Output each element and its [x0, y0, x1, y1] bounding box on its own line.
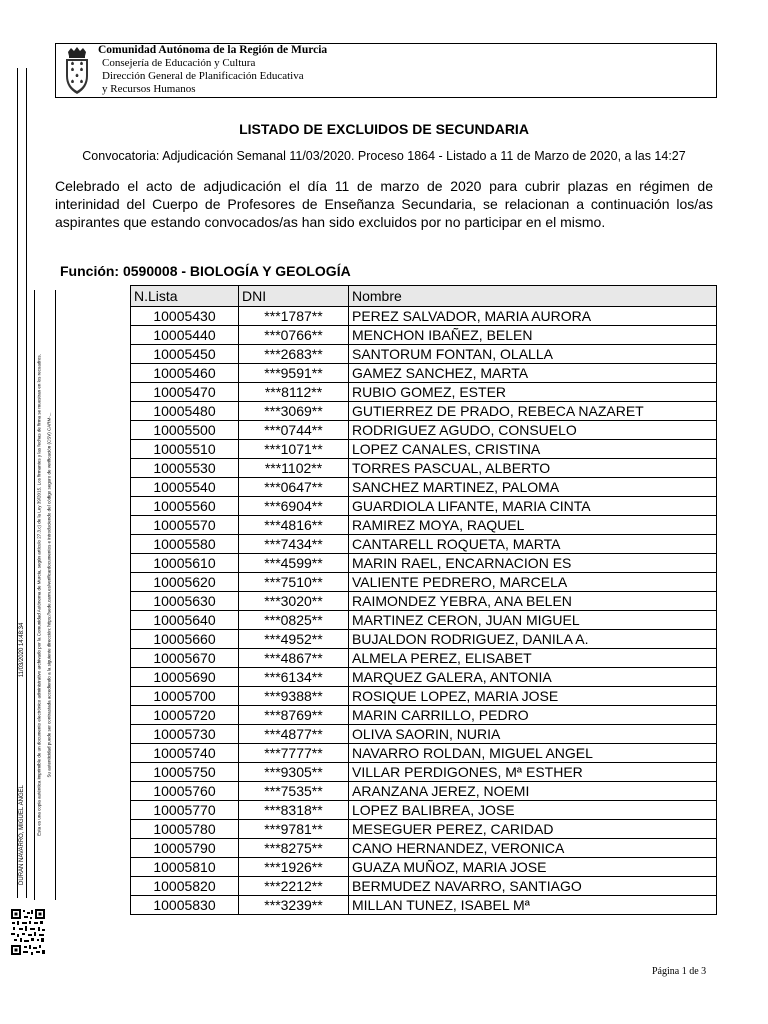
cell-nlista: 10005510 [131, 440, 239, 459]
cell-nlista: 10005690 [131, 668, 239, 687]
cell-nlista: 10005580 [131, 535, 239, 554]
column-header-nombre: Nombre [349, 286, 717, 307]
cell-nombre: GUARDIOLA LIFANTE, MARIA CINTA [349, 497, 717, 516]
cell-nombre: MARTINEZ CERON, JUAN MIGUEL [349, 611, 717, 630]
cell-nlista: 10005750 [131, 763, 239, 782]
cell-nombre: RAIMONDEZ YEBRA, ANA BELEN [349, 592, 717, 611]
cell-nombre: TORRES PASCUAL, ALBERTO [349, 459, 717, 478]
cell-nombre: PEREZ SALVADOR, MARIA AURORA [349, 307, 717, 326]
table-row [131, 573, 717, 592]
table-row [131, 421, 717, 440]
cell-nlista: 10005500 [131, 421, 239, 440]
table-row [131, 326, 717, 345]
table-row [131, 459, 717, 478]
cell-nombre: BUJALDON RODRIGUEZ, DANILA A. [349, 630, 717, 649]
cell-nlista: 10005430 [131, 307, 239, 326]
cell-nombre: MESEGUER PEREZ, CARIDAD [349, 820, 717, 839]
table-row [131, 744, 717, 763]
table-row [131, 345, 717, 364]
cell-dni: ***3069** [239, 402, 349, 421]
department-line-2: Dirección General de Planificación Educativa [102, 70, 304, 82]
intro-paragraph: Celebrado el acto de adjudicación el día 11 de marzo de 2020 para cubrir plazas en régimen de interinidad del Cuerpo de Profesores de Enseñanza Secundaria, se relacionan a continuación los/as aspirantes que estando convocados/as han sido excluidos por no participar en el mismo. [55, 178, 713, 230]
cell-nlista: 10005630 [131, 592, 239, 611]
cell-nombre: VALIENTE PEDRERO, MARCELA [349, 573, 717, 592]
cell-nombre: VILLAR PERDIGONES, Mª ESTHER [349, 763, 717, 782]
table-row [131, 516, 717, 535]
cell-dni: ***7777** [239, 744, 349, 763]
department-line-1: Consejería de Educación y Cultura [102, 57, 256, 69]
table-row [131, 782, 717, 801]
cell-nombre: RAMIREZ MOYA, RAQUEL [349, 516, 717, 535]
table-row [131, 364, 717, 383]
cell-dni: ***4599** [239, 554, 349, 573]
signer-name: DURÁN NAVARRO, MIGUEL ÁNGEL [18, 785, 25, 885]
cell-dni: ***4877** [239, 725, 349, 744]
cell-nombre: SANCHEZ MARTINEZ, PALOMA [349, 478, 717, 497]
cell-nlista: 10005730 [131, 725, 239, 744]
cell-nlista: 10005440 [131, 326, 239, 345]
cell-nlista: 10005450 [131, 345, 239, 364]
table-row [131, 801, 717, 820]
table-row [131, 725, 717, 744]
table-row [131, 611, 717, 630]
cell-dni: ***6904** [239, 497, 349, 516]
cell-dni: ***0744** [239, 421, 349, 440]
cell-nlista: 10005560 [131, 497, 239, 516]
cell-nombre: BERMUDEZ NAVARRO, SANTIAGO [349, 877, 717, 896]
cell-nombre: SANTORUM FONTAN, OLALLA [349, 345, 717, 364]
cell-nlista: 10005620 [131, 573, 239, 592]
cell-nlista: 10005740 [131, 744, 239, 763]
function-heading: Función: 0590008 - BIOLOGÍA Y GEOLOGÍA [60, 263, 351, 279]
cell-nlista: 10005570 [131, 516, 239, 535]
cell-nombre: GAMEZ SANCHEZ, MARTA [349, 364, 717, 383]
cell-nombre: MARIN CARRILLO, PEDRO [349, 706, 717, 725]
table-row [131, 858, 717, 877]
cell-nombre: CANTARELL ROQUETA, MARTA [349, 535, 717, 554]
cell-nlista: 10005790 [131, 839, 239, 858]
cell-dni: ***7510** [239, 573, 349, 592]
cell-dni: ***0766** [239, 326, 349, 345]
table-row [131, 307, 717, 326]
column-header-dni: DNI [239, 286, 349, 307]
cell-nlista: 10005770 [131, 801, 239, 820]
cell-dni: ***4816** [239, 516, 349, 535]
qr-code [10, 908, 46, 956]
cell-nlista: 10005670 [131, 649, 239, 668]
cell-dni: ***6134** [239, 668, 349, 687]
cell-nlista: 10005760 [131, 782, 239, 801]
cell-nlista: 10005810 [131, 858, 239, 877]
table-row [131, 383, 717, 402]
page-number: Página 1 de 3 [652, 966, 707, 977]
table-row [131, 535, 717, 554]
cell-dni: ***4952** [239, 630, 349, 649]
table-row [131, 497, 717, 516]
cell-nombre: MILLAN TUNEZ, ISABEL Mª [349, 896, 717, 915]
cell-dni: ***8318** [239, 801, 349, 820]
cell-nombre: LOPEZ CANALES, CRISTINA [349, 440, 717, 459]
department-line-3: y Recursos Humanos [102, 83, 196, 95]
table-row [131, 687, 717, 706]
cell-dni: ***9591** [239, 364, 349, 383]
cell-dni: ***1102** [239, 459, 349, 478]
table-row [131, 649, 717, 668]
cell-nlista: 10005820 [131, 877, 239, 896]
cell-nombre: RODRIGUEZ AGUDO, CONSUELO [349, 421, 717, 440]
cell-nlista: 10005640 [131, 611, 239, 630]
region-coat-of-arms-icon [62, 46, 92, 96]
cell-dni: ***8769** [239, 706, 349, 725]
table-row [131, 896, 717, 915]
cell-dni: ***2683** [239, 345, 349, 364]
cell-nombre: LOPEZ BALIBREA, JOSE [349, 801, 717, 820]
cell-nombre: MARIN RAEL, ENCARNACION ES [349, 554, 717, 573]
table-row [131, 668, 717, 687]
authenticity-notice: Esta es una copia auténtica imprimible de un documento electrónico administrativo archivado por la Comunidad Autónoma de Murcia, según artículo 27.3.c) de la Ley 39/2015. Los firmantes y las fechas de firma se muestran en los recuadros. [36, 354, 41, 836]
cell-nombre: GUAZA MUÑOZ, MARIA JOSE [349, 858, 717, 877]
cell-nombre: MENCHON IBAÑEZ, BELEN [349, 326, 717, 345]
table-row [131, 402, 717, 421]
cell-dni: ***3239** [239, 896, 349, 915]
cell-nombre: GUTIERREZ DE PRADO, REBECA NAZARET [349, 402, 717, 421]
letterhead [55, 43, 717, 98]
verification-notice: Su autenticidad puede ser contrastada accediendo a la siguiente dirección: https://sede.carm.es/verificardocumentos e introduciendo del código seguro de verificación (CSV) CARM-... [46, 412, 51, 778]
table-row [131, 877, 717, 896]
signature-date: 11/03/2020 14:48:34 [18, 622, 25, 678]
cell-nlista: 10005460 [131, 364, 239, 383]
cell-nlista: 10005470 [131, 383, 239, 402]
cell-nlista: 10005720 [131, 706, 239, 725]
cell-nlista: 10005480 [131, 402, 239, 421]
cell-dni: ***7535** [239, 782, 349, 801]
column-header-nlista: N.Lista [131, 286, 239, 307]
table-row [131, 592, 717, 611]
table-row [131, 554, 717, 573]
document-title: LISTADO DE EXCLUIDOS DE SECUNDARIA [239, 121, 529, 137]
table-row [131, 706, 717, 725]
letterhead-text [98, 44, 327, 96]
table-row [131, 478, 717, 497]
cell-dni: ***1787** [239, 307, 349, 326]
cell-dni: ***1071** [239, 440, 349, 459]
cell-nlista: 10005830 [131, 896, 239, 915]
table-row [131, 763, 717, 782]
cell-dni: ***0647** [239, 478, 349, 497]
convocatoria-line: Convocatoria: Adjudicación Semanal 11/03/2020. Proceso 1864 - Listado a 11 de Marzo de 2020, a las 14:27 [82, 149, 686, 163]
cell-nombre: OLIVA SAORIN, NURIA [349, 725, 717, 744]
cell-nlista: 10005660 [131, 630, 239, 649]
table-row [131, 440, 717, 459]
cell-nombre: NAVARRO ROLDAN, MIGUEL ANGEL [349, 744, 717, 763]
cell-nombre: CANO HERNANDEZ, VERONICA [349, 839, 717, 858]
cell-dni: ***9388** [239, 687, 349, 706]
cell-nombre: ROSIQUE LOPEZ, MARIA JOSE [349, 687, 717, 706]
cell-dni: ***4867** [239, 649, 349, 668]
excluded-candidates-table [130, 285, 717, 915]
cell-nlista: 10005780 [131, 820, 239, 839]
table-header-row [131, 286, 717, 307]
organization-name: Comunidad Autónoma de la Región de Murcia [98, 44, 328, 56]
cell-dni: ***8275** [239, 839, 349, 858]
cell-nlista: 10005540 [131, 478, 239, 497]
cell-dni: ***2212** [239, 877, 349, 896]
cell-dni: ***8112** [239, 383, 349, 402]
cell-nlista: 10005530 [131, 459, 239, 478]
cell-dni: ***1926** [239, 858, 349, 877]
cell-nombre: ALMELA PEREZ, ELISABET [349, 649, 717, 668]
cell-dni: ***7434** [239, 535, 349, 554]
table-row [131, 630, 717, 649]
cell-nombre: RUBIO GOMEZ, ESTER [349, 383, 717, 402]
cell-dni: ***3020** [239, 592, 349, 611]
table-row [131, 820, 717, 839]
cell-nlista: 10005700 [131, 687, 239, 706]
cell-dni: ***0825** [239, 611, 349, 630]
cell-nombre: ARANZANA JEREZ, NOEMI [349, 782, 717, 801]
table-row [131, 839, 717, 858]
cell-nlista: 10005610 [131, 554, 239, 573]
cell-dni: ***9305** [239, 763, 349, 782]
cell-nombre: MARQUEZ GALERA, ANTONIA [349, 668, 717, 687]
cell-dni: ***9781** [239, 820, 349, 839]
